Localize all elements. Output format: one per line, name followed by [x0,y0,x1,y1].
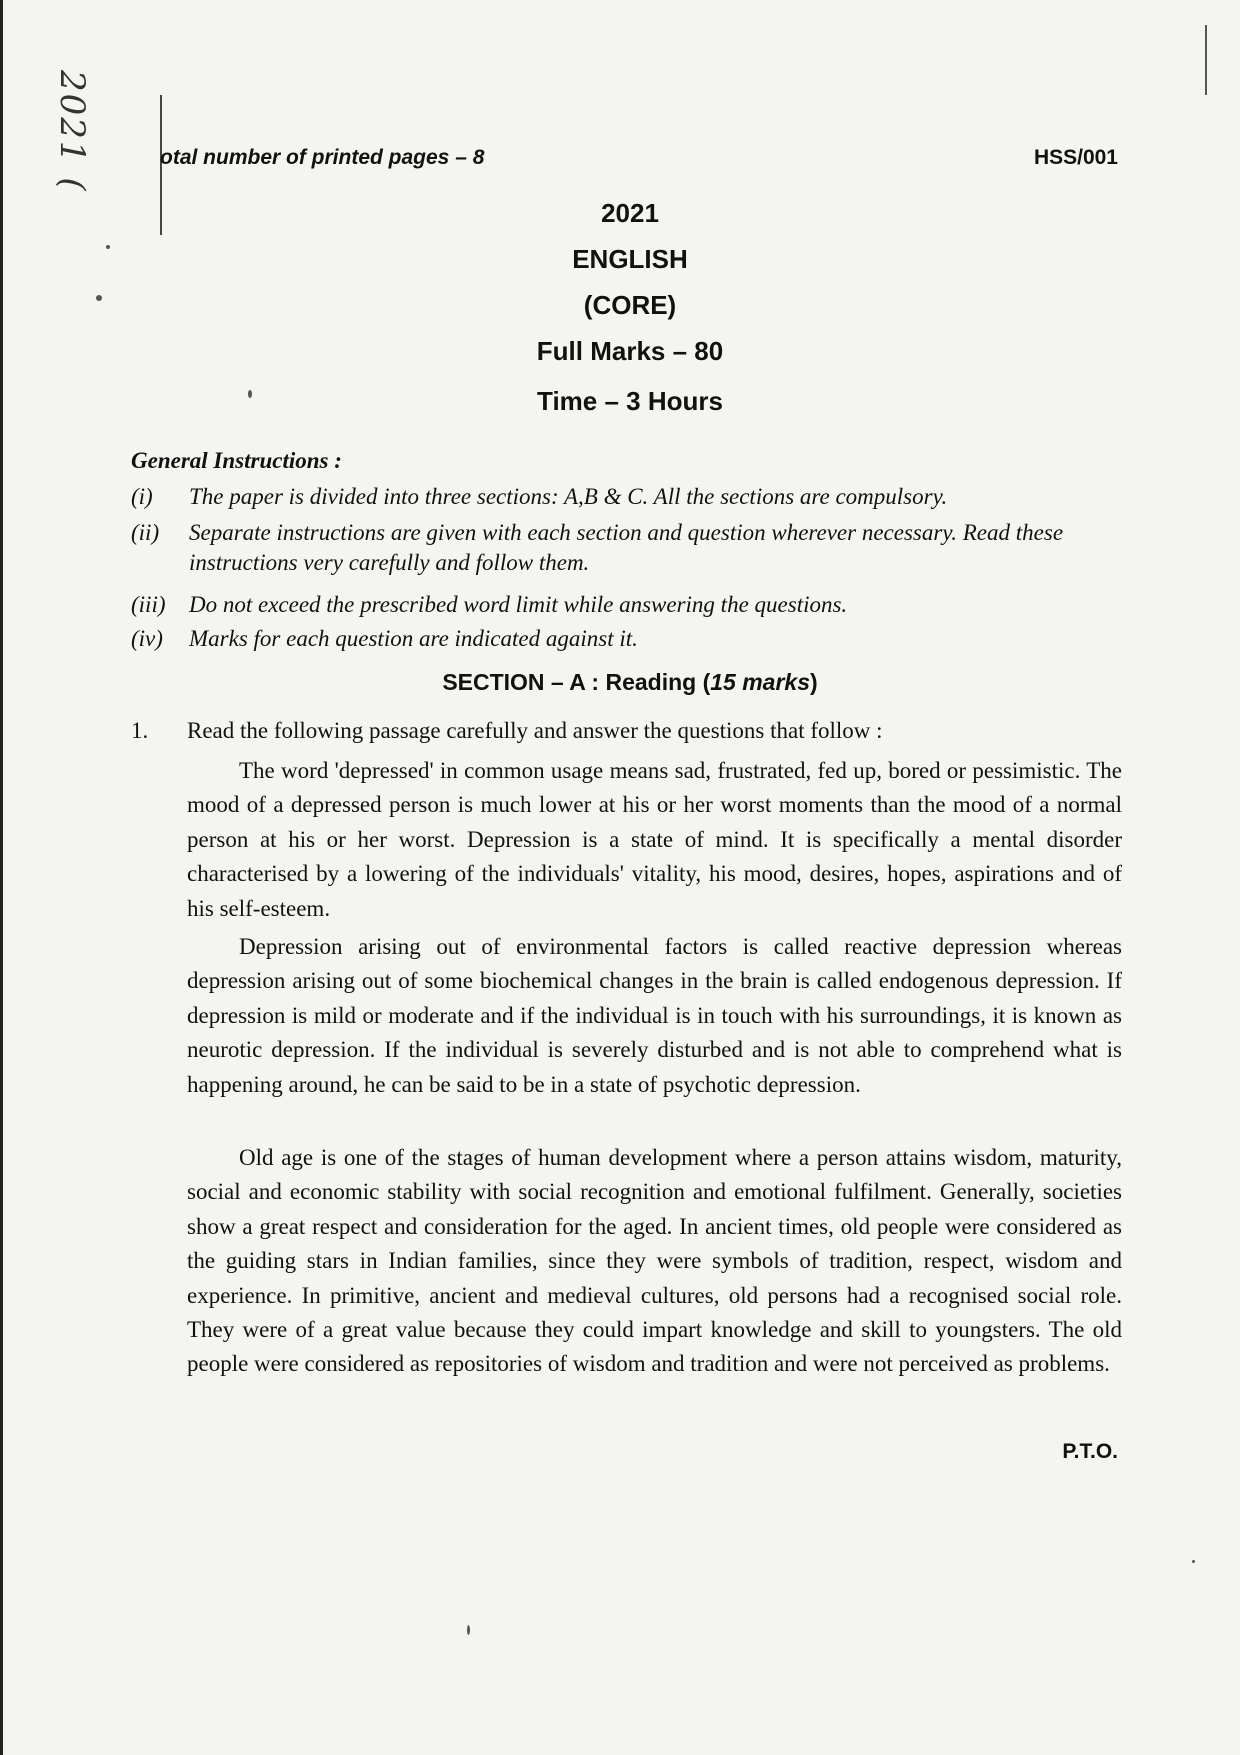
scan-speck [248,390,252,398]
paragraph-text: Old age is one of the stages of human development where a person attains wisdom, maturity, social and economic stability with social recognition and emotional fulfilment. Generally, societies show a great respect and consideration for the aged. In ancient times, old people were considered as the guiding stars in Indian families, since they were symbols of tradition, respect, wisdom and experience. In primitive, ancient and medieval cultures, old persons had a recognised social role. They were of a great value because they could impart knowledge and skill to youngsters. The old people were considered as repositories of wisdom and tradition and were not perceived as problems. [187,1145,1122,1377]
paragraph-text: Depression arising out of environmental factors is called reactive depression whereas depression arising out of some biochemical changes in the brain is called endogenous depression. If depression is mild or moderate and if the individual is in touch with his surroundings, it is known as neurotic depression. If the individual is severely disturbed and is not able to comprehend what is happening around, he can be said to be in a state of psychotic depression. [187,934,1122,1097]
instruction-number: (iii) [131,592,166,617]
section-a-label: SECTION – A : Reading ( [442,669,711,695]
instruction-text: Do not exceed the prescribed word limit while answering the questions. [189,592,848,617]
passage-paragraph-3 [187,1141,1122,1382]
passage-paragraph-2 [187,930,1122,1102]
section-a-heading [0,669,1240,696]
exam-time: Time – 3 Hours [537,386,723,416]
question-prompt: Read the following passage carefully and answer the questions that follow : [187,718,883,743]
instruction-item [131,518,1121,578]
printed-pages-count: otal number of printed pages – 8 [160,146,485,169]
please-turn-over: P.T.O. [1062,1440,1118,1463]
scan-speck [1192,1560,1195,1563]
instruction-text: The paper is divided into three sections: A,B & C. All the sections are compulsory. [189,484,948,509]
general-instructions-heading: General Instructions : [131,448,342,473]
instruction-text: Marks for each question are indicated against it. [189,626,638,651]
scan-mark-right [1205,25,1207,95]
scan-speck [467,1625,470,1635]
section-a-close: ) [810,669,818,695]
handwritten-margin-note: 2021 ( [52,70,92,193]
instruction-item [131,482,1121,512]
instruction-item [131,624,1121,654]
exam-year: 2021 [601,198,659,228]
instruction-text: Separate instructions are given with each section and question wherever necessary. Read these instructions very carefully and follow them. [189,520,1064,575]
exam-paper: (CORE) [583,290,677,320]
question-number: 1. [131,718,149,743]
passage-paragraph-1 [187,754,1122,926]
full-marks: Full Marks – 80 [536,336,724,366]
section-a-marks: 15 marks [710,669,810,695]
instruction-item [131,590,1121,620]
paper-code: HSS/001 [1033,146,1118,169]
paragraph-text: The word 'depressed' in common usage means sad, frustrated, fed up, bored or pessimistic. The mood of a depressed person is much lower at his or her worst moments than the mood of a normal person at his or her worst. Depression is a state of mind. It is specifically a mental disorder characterised by a lowering of the individuals' vitality, his mood, desires, hopes, aspirations and of his self-esteem. [187,758,1122,921]
scan-speck [106,245,110,249]
instruction-number: (ii) [131,520,160,545]
instruction-number: (i) [131,484,153,509]
exam-subject: ENGLISH [572,244,688,274]
instruction-number: (iv) [131,626,163,651]
scan-speck [96,295,102,301]
